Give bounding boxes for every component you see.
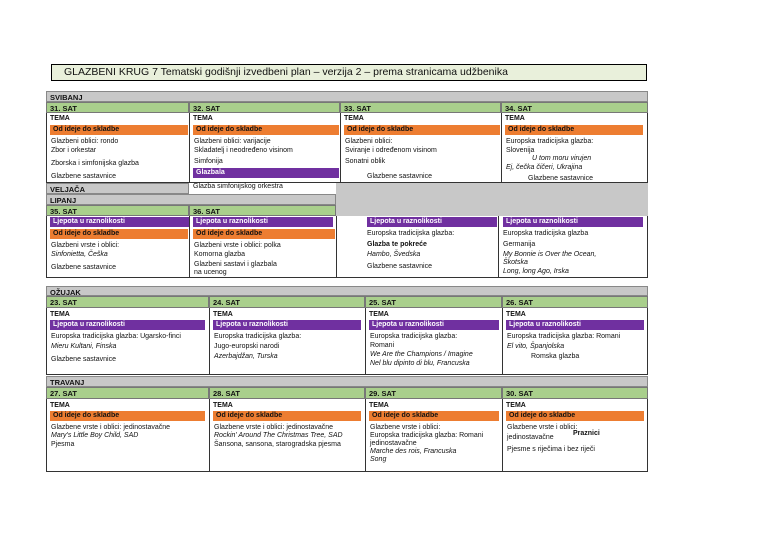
hour-label: 36. SAT <box>193 207 220 216</box>
cell-text: My Bonnie is Over the Ocean, <box>503 251 597 258</box>
plan-table <box>46 91 648 472</box>
cell-text: We Are the Champions / Imagine <box>370 351 473 358</box>
cell-text: El vito, Španjolska <box>507 343 565 350</box>
tag-od-ideje: Od ideje do skladbe <box>344 125 500 135</box>
hour-label: 24. SAT <box>213 298 240 307</box>
month-label: VELJAČA <box>50 185 86 194</box>
tema-label: TEMA <box>344 115 364 122</box>
tema-label: TEMA <box>505 115 525 122</box>
cell-text: Skladatelj i neodređeno visinom <box>194 147 293 154</box>
cell-text: Glazba te pokreće <box>367 241 427 248</box>
tema-label: TEMA <box>506 311 526 318</box>
cell-text: Glazbeni vrste i oblici: polka <box>194 242 281 249</box>
cell-text: Slovenija <box>506 147 535 154</box>
cell-text: jedinostavačne <box>507 434 554 441</box>
hour-29 <box>365 387 502 399</box>
cell-text: Europska tradicijska glazba: Romani <box>370 432 484 439</box>
month-label: OŽUJAK <box>50 288 81 296</box>
hour-label: 34. SAT <box>505 104 532 113</box>
cell-36 <box>189 216 336 278</box>
cell-lipanj-3 <box>336 216 498 278</box>
cell-text: Zborska i simfonijska glazba <box>51 160 139 167</box>
hour-33 <box>340 102 501 113</box>
cell-text: Pjesma <box>51 441 75 448</box>
cell-text: Glazbeni oblici: rondo <box>51 138 119 145</box>
month-label: LIPANJ <box>50 196 77 205</box>
cell-text: Europska tradicijska glazba <box>503 230 589 237</box>
cell-text: Glazbene sastavnice <box>367 263 432 270</box>
cell-text: Jugo-europski narodi <box>214 343 280 350</box>
cell-text: Europska tradicijska glazba: <box>214 333 302 340</box>
cell-text: Sonatni oblik <box>345 158 386 165</box>
tema-label: TEMA <box>213 402 233 409</box>
tag-od-ideje: Od ideje do skladbe <box>213 411 361 421</box>
cell-text: Sinfonietta, Češka <box>51 251 108 258</box>
cell-23 <box>46 308 209 375</box>
cell-35 <box>46 216 189 278</box>
cell-text: Škotska <box>503 259 528 266</box>
tag-od-ideje: Od ideje do skladbe <box>193 125 339 135</box>
cell-text: Hambo, Švedska <box>367 251 421 258</box>
tema-label: TEMA <box>193 115 213 122</box>
hour-31 <box>46 102 189 113</box>
hour-27 <box>46 387 209 399</box>
month-row-travanj <box>46 376 648 387</box>
cell-text: Mieru Kultani, Finska <box>51 343 117 350</box>
cell-29 <box>365 399 502 472</box>
cell-text: Glazba simfonijskog orkestra <box>193 183 283 190</box>
cell-text: Glazbeni vrste i oblici: <box>51 242 120 249</box>
tag-ljepota: Ljepota u raznolikosti <box>369 320 499 330</box>
cell-text: Glazbene vrste i oblici: jedinostavačne <box>214 424 334 431</box>
cell-text: Šansona, sansona, starogradska pjesma <box>214 441 341 448</box>
cell-text: na ucenog <box>194 269 227 276</box>
cell-25 <box>365 308 502 375</box>
cell-24 <box>209 308 365 375</box>
cell-text: Long, long Ago, Irska <box>503 268 569 275</box>
cell-text: Nel blu dipinto di blu, Francuska <box>370 360 470 367</box>
hour-23 <box>46 296 209 308</box>
cell-text: Glazbeni oblici: varijacije <box>194 138 271 145</box>
tag-od-ideje: Od ideje do skladbe <box>193 229 335 239</box>
hour-25 <box>365 296 502 308</box>
month-row-ozujak <box>46 286 648 296</box>
hour-label: 29. SAT <box>369 389 396 398</box>
cell-text: Simfonija <box>194 158 223 165</box>
cell-text: Glazbene sastavnice <box>51 264 116 271</box>
tag-ljepota: Ljepota u raznolikosti <box>503 217 643 227</box>
cell-34 <box>501 113 648 183</box>
cell-text: Glazbene vrste i oblici: <box>370 424 441 431</box>
cell-text: Romani <box>370 342 395 349</box>
cell-27 <box>46 399 209 472</box>
hour-label: 25. SAT <box>369 298 396 307</box>
hour-34 <box>501 102 648 113</box>
cell-text: Glazbeni sastavi i glazbala <box>194 261 277 268</box>
tema-label: TEMA <box>369 311 389 318</box>
hour-28 <box>209 387 365 399</box>
cell-text: U tom moru virujen <box>532 155 592 162</box>
hour-label: 31. SAT <box>50 104 77 113</box>
cell-text: Ej, čečka čičeri, Ukrajina <box>506 164 583 171</box>
month-label: TRAVANJ <box>50 378 85 387</box>
tema-label: TEMA <box>506 402 526 409</box>
cell-28 <box>209 399 365 472</box>
hour-label: 26. SAT <box>506 298 533 307</box>
cell-lipanj-4 <box>498 216 648 278</box>
cell-text: Mary's Little Boy Child, SAD <box>51 432 139 439</box>
cell-text: Glazbene sastavnice <box>51 356 116 363</box>
tema-label: TEMA <box>50 402 70 409</box>
cell-26 <box>502 308 648 375</box>
hour-label: 28. SAT <box>213 389 240 398</box>
hour-label: 23. SAT <box>50 298 77 307</box>
tag-ljepota: Ljepota u raznolikosti <box>193 217 333 227</box>
cell-text: Azerbajdžan, Turska <box>214 353 278 360</box>
tag-ljepota: Ljepota u raznolikosti <box>367 217 497 227</box>
cell-text: Komorna glazba <box>194 251 245 258</box>
cell-31 <box>46 113 189 183</box>
month-row-fill <box>336 183 648 194</box>
tag-od-ideje: Od ideje do skladbe <box>505 125 643 135</box>
cell-text: Europska tradicijska glazba: Romani <box>507 333 621 340</box>
tema-label: TEMA <box>369 402 389 409</box>
cell-text: Europska tradicijska glazba: <box>367 230 455 237</box>
cell-text: Germanija <box>503 241 536 248</box>
cell-text: Europska tradicijska glazba: Ugarsko-finci <box>51 333 181 340</box>
month-row-svibanj <box>46 91 648 102</box>
hour-label: 27. SAT <box>50 389 77 398</box>
cell-text: Glazbene sastavnice <box>51 173 116 180</box>
cell-text: Marche des rois, Francuska <box>370 448 457 455</box>
cell-30 <box>502 399 648 472</box>
month-row-lipanj <box>46 194 336 205</box>
cell-text: Romska glazba <box>531 353 580 360</box>
month-row-fill <box>336 194 648 216</box>
cell-text: jedinostavačne <box>370 440 417 447</box>
cell-text: Zbor i orkestar <box>51 147 97 154</box>
cell-text: Glazbene vrste i oblici: jedinostavačne <box>51 424 171 431</box>
cell-text: Glazbene sastavnice <box>367 173 432 180</box>
hour-label: 30. SAT <box>506 389 533 398</box>
hour-35 <box>46 205 189 216</box>
tag-od-ideje: Od ideje do skladbe <box>50 125 188 135</box>
hour-30 <box>502 387 648 399</box>
cell-32 <box>189 113 340 183</box>
cell-text: Glazbene sastavnice <box>528 175 593 182</box>
cell-text: Rockin' Around The Christmas Tree, SAD <box>214 432 343 439</box>
cell-text: Pjesme s riječima i bez riječi <box>507 446 595 453</box>
tag-glazbala: Glazbala <box>193 168 339 178</box>
tag-od-ideje: Od ideje do skladbe <box>50 411 205 421</box>
hour-label: 35. SAT <box>50 207 77 216</box>
hour-26 <box>502 296 648 308</box>
month-row-veljaca <box>46 183 189 194</box>
tag-od-ideje: Od ideje do skladbe <box>506 411 644 421</box>
tema-label: TEMA <box>50 311 70 318</box>
hour-36 <box>189 205 336 216</box>
tag-ljepota: Ljepota u raznolikosti <box>213 320 361 330</box>
tag-ljepota: Ljepota u raznolikosti <box>50 217 190 227</box>
cell-text: Song <box>370 456 387 463</box>
hour-32 <box>189 102 340 113</box>
hour-label: 32. SAT <box>193 104 220 113</box>
tema-label: TEMA <box>50 115 70 122</box>
tag-od-ideje: Od ideje do skladbe <box>50 229 188 239</box>
cell-33 <box>340 113 501 183</box>
plan-title: GLAZBENI KRUG 7 Tematski godišnji izvedbeni plan – verzija 2 – prema stranicama udžbenika <box>51 64 647 81</box>
tag-ljepota: Ljepota u raznolikosti <box>50 320 205 330</box>
cell-text: Europska tradicijska glazba: <box>370 333 458 340</box>
tag-od-ideje: Od ideje do skladbe <box>369 411 499 421</box>
month-label: SVIBANJ <box>50 93 83 102</box>
tag-ljepota: Ljepota u raznolikosti <box>506 320 644 330</box>
cell-text: Glazbene vrste i oblici: <box>507 424 578 431</box>
hour-24 <box>209 296 365 308</box>
cell-text: Europska tradicijska glazba: <box>506 138 594 145</box>
hour-label: 33. SAT <box>344 104 371 113</box>
cell-text: Sviranje i određenom visinom <box>345 147 437 154</box>
cell-text: Glazbeni oblici: <box>345 138 393 145</box>
cell-text: Praznici <box>573 430 600 437</box>
tema-label: TEMA <box>213 311 233 318</box>
